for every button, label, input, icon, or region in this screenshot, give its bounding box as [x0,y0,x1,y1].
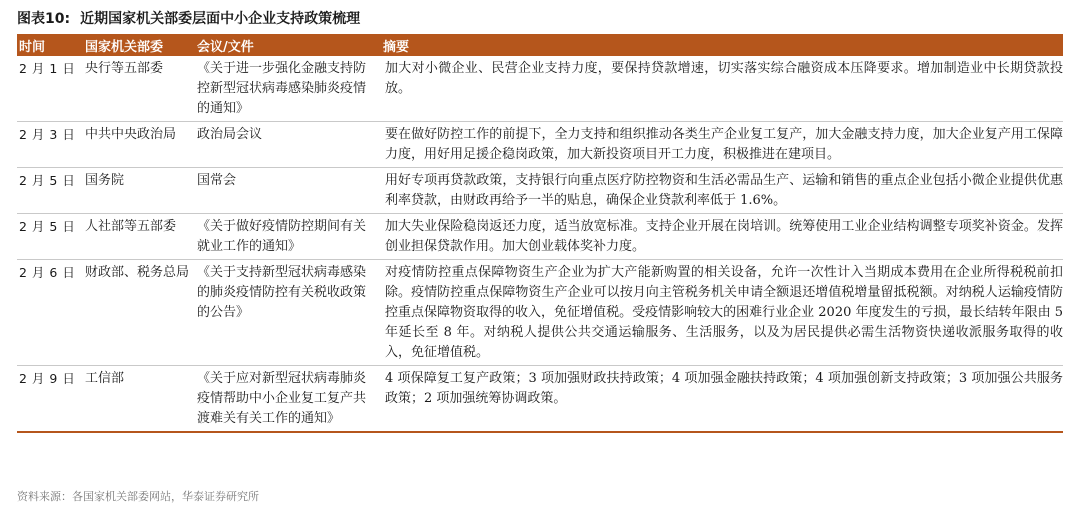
table-row [17,260,1063,366]
cell-date: 2 月 3 日 [17,122,83,168]
cell-doc: 《关于进一步强化金融支持防控新型冠状病毒感染肺炎疫情的通知》 [195,56,377,122]
figure-number: 图表10: [17,11,71,27]
cell-org: 工信部 [83,366,195,433]
table-row [17,56,1063,122]
table-row [17,168,1063,214]
cell-org: 财政部、税务总局 [83,260,195,366]
cell-doc: 《关于做好疫情防控期间有关就业工作的通知》 [195,214,377,260]
cell-date: 2 月 9 日 [17,366,83,433]
cell-doc: 政治局会议 [195,122,377,168]
column-header-summary: 摘要 [377,34,1063,56]
table-row [17,214,1063,260]
column-header-date: 时间 [17,34,83,56]
cell-org: 人社部等五部委 [83,214,195,260]
column-header-org: 国家机关部委 [83,34,195,56]
cell-summary: 对疫情防控重点保障物资生产企业为扩大产能新购置的相关设备，允许一次性计入当期成本费用在企业所得税税前扣除。疫情防控重点保障物资生产企业可以按月向主管税务机关申请全额退还增值税增量留抵税额。对纳税人运输疫情防控重点保障物资取得的收入，免征增值税。受疫情影响较大的困难行业企业 2020 年度发生的亏损，最长结转年限由 5 年延长至 8 年。对纳税人提供公共交通运输服务、生活服务，以及为居民提供必需生活物资快递收派服务取得的收入，免征增值税。 [377,260,1063,366]
cell-summary: 用好专项再贷款政策，支持银行向重点医疗防控物资和生活必需品生产、运输和销售的重点企业包括小微企业提供优惠利率贷款，由财政再给予一半的贴息，确保企业贷款利率低于 1.6%。 [377,168,1063,214]
policy-table [17,34,1063,433]
cell-date: 2 月 6 日 [17,260,83,366]
cell-date: 2 月 5 日 [17,214,83,260]
cell-doc: 《关于应对新型冠状病毒肺炎疫情帮助中小企业复工复产共渡难关有关工作的通知》 [195,366,377,433]
figure-title [17,9,360,29]
table-row [17,122,1063,168]
cell-date: 2 月 5 日 [17,168,83,214]
figure-title-text: 近期国家机关部委层面中小企业支持政策梳理 [80,11,361,27]
cell-doc: 《关于支持新型冠状病毒感染的肺炎疫情防控有关税收政策的公告》 [195,260,377,366]
cell-org: 中共中央政治局 [83,122,195,168]
cell-summary: 要在做好防控工作的前提下，全力支持和组织推动各类生产企业复工复产，加大金融支持力度，加大企业复产用工保障力度，用好用足援企稳岗政策，加大新投资项目开工力度，积极推进在建项目。 [377,122,1063,168]
cell-doc: 国常会 [195,168,377,214]
table-header-row [17,34,1063,56]
cell-summary: 加大对小微企业、民营企业支持力度，要保持贷款增速，切实落实综合融资成本压降要求。增加制造业中长期贷款投放。 [377,56,1063,122]
cell-summary: 加大失业保险稳岗返还力度，适当放宽标准。支持企业开展在岗培训。统筹使用工业企业结构调整专项奖补资金。发挥创业担保贷款作用。加大创业载体奖补力度。 [377,214,1063,260]
source-note: 资料来源：各国家机关部委网站，华泰证券研究所 [17,490,259,503]
table-row [17,366,1063,433]
cell-date: 2 月 1 日 [17,56,83,122]
cell-org: 国务院 [83,168,195,214]
column-header-doc: 会议/文件 [195,34,377,56]
cell-org: 央行等五部委 [83,56,195,122]
cell-summary: 4 项保障复工复产政策；3 项加强财政扶持政策；4 项加强金融扶持政策；4 项加强创新支持政策；3 项加强公共服务政策；2 项加强统筹协调政策。 [377,366,1063,433]
